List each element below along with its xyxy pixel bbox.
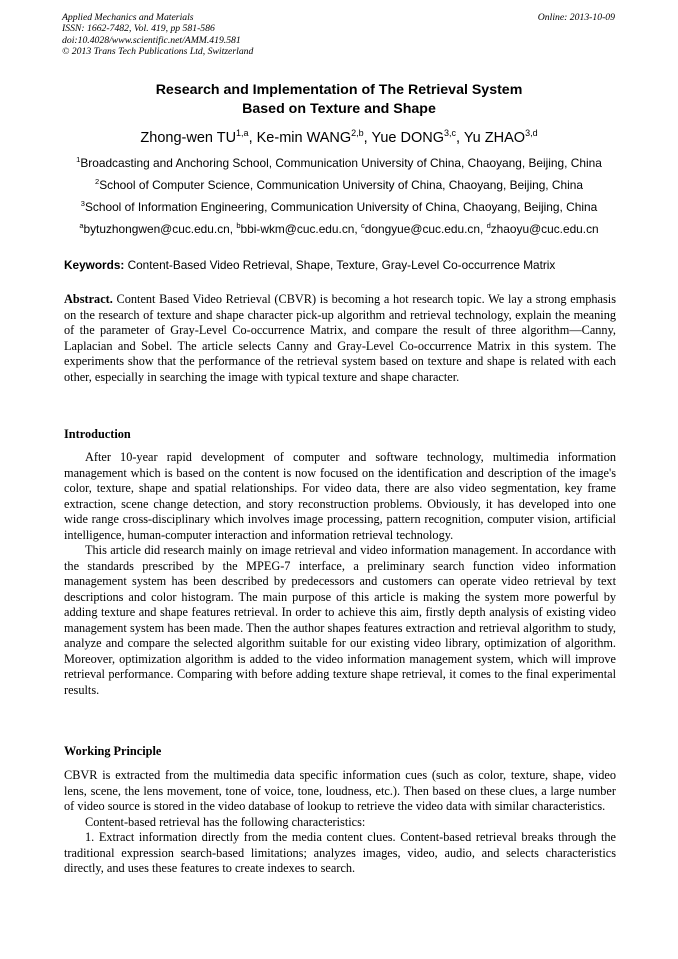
introduction-section [64, 450, 616, 698]
doi-line: doi:10.4028/www.scientific.net/AMM.419.581 [62, 34, 241, 46]
author-list [40, 128, 638, 148]
affiliation-3: $^3$School of Information Engineering, Communication University of China, Chaoyang, Beijing, China [80, 199, 598, 214]
author: Zhong-wen TU$^{1,a}$, [140, 128, 257, 146]
publication-info [62, 12, 253, 57]
author: Ke-min WANG$^{2,b}$, [256, 128, 372, 146]
paper-title-line-2: Based on Texture and Shape [242, 101, 436, 117]
author-emails: $^a$bytuzhongwen@cuc.edu.cn, $^b$bbi-wkm@cuc.edu.cn, $^c$dongyue@cuc.edu.cn, $^d$zhaoyu@cuc.edu.cn [79, 221, 599, 236]
introduction-heading: Introduction [64, 427, 131, 441]
working-principle-heading: Working Principle [64, 744, 162, 758]
working-paragraph-3: 1. Extract information directly from the media content clues. Content-based retrieval breaks through the traditional expression search-based limitations; analyzes images, video, audio, and selects characteristics directly, and uses these features to create indexes to search. [64, 830, 616, 875]
affiliation-2: $^2$School of Computer Science, Communication University of China, Chaoyang, Beijing, China [95, 177, 583, 192]
working-paragraph-2: Content-based retrieval has the following characteristics: [85, 814, 366, 829]
email: bytuzhongwen@cuc.edu.cn [83, 222, 230, 236]
email: zhaoyu@cuc.edu.cn [490, 222, 599, 236]
abstract-text: Content Based Video Retrieval (CBVR) is becoming a hot research topic. We lay a strong emphasis on the research of texture and shape character pick-up algorithm and retrieval technology, explain the meaning of the parameter of Gray-Level Co-occurrence Matrix, and compare the result of three algorithm—Canny, Laplacian and Sobel. The article selects Canny and Gray-Level Co-occurrence Matrix in this system. The experiments show that the performance of the retrieval system based on texture and shape is related with each other, especially in searching the image with typical texture and shape character. [64, 292, 616, 384]
affiliation-1: $^1$Broadcasting and Anchoring School, Communication University of China, Chaoyang, Beijing, China [76, 155, 602, 170]
paper-title-line-1: Research and Implementation of The Retrieval System [155, 82, 523, 98]
email: dongyue@cuc.edu.cn [364, 222, 480, 236]
email: bbi-wkm@cuc.edu.cn [240, 222, 355, 236]
keywords-text: Content-Based Video Retrieval, Shape, Texture, Gray-Level Co-occurrence Matrix [124, 258, 556, 272]
author: Yu ZHAO$^{3,d}$ [463, 128, 538, 146]
keywords-label: Keywords: [64, 258, 125, 272]
issn-line: ISSN: 1662-7482, Vol. 419, pp 581-586 [62, 23, 215, 35]
working-paragraph-1: CBVR is extracted from the multimedia data specific information cues (such as color, texture, shape, video lens, scene, the lens movement, tone of voice, tone, loudness, etc.). Then based on these clues, a large number of video source is stored in the video database of lookup to retrieve the video data with similar characteristics. [64, 768, 616, 813]
abstract-label: Abstract. [64, 292, 113, 306]
working-principle-section [64, 768, 616, 877]
abstract [64, 292, 616, 385]
introduction-paragraph-2: This article did research mainly on image retrieval and video information management. In accordance with the standards prescribed by the MPEG-7 interface, a preliminary search function video information management system has been described by predecessors and customers can operate video retrieval by text descriptions and color histogram. The main purpose of this article is making the system more powerful by adding texture and shape features retrieval. In order to achieve this aim, firstly depth analysis of existing video management system has been made. Then the author shapes features extraction and retrieval algorithm to study, analyze and compare the selected algorithm suitable for our existing video library, optimization of algorithm. Moreover, optimization algorithm is added to the video information management system, which will improve retrieval performance. Comparing with before adding texture shape retrieval, it comes to the final experimental results. [64, 543, 616, 697]
copyright-line: © 2013 Trans Tech Publications Ltd, Switzerland [62, 45, 254, 57]
author: Yue DONG$^{3,c}$, [371, 128, 464, 146]
journal-name: Applied Mechanics and Materials [62, 12, 194, 23]
keywords [64, 258, 555, 273]
introduction-paragraph-1: After 10-year rapid development of computer and software technology, multimedia information management which is based on the content is now focused on the identification and description of the image's color, texture, shape and spatial relationships. For video data, there are also video segmentation, key frame extraction, scene change detection, and story reconstruction problems. Obviously, it has developed into one wide range cross-disciplinary which involves image processing, pattern recognition, computer vision, artificial intelligence, human-computer interaction and information retrieval technology. [64, 450, 616, 542]
online-date: Online: 2013-10-09 [537, 12, 615, 23]
